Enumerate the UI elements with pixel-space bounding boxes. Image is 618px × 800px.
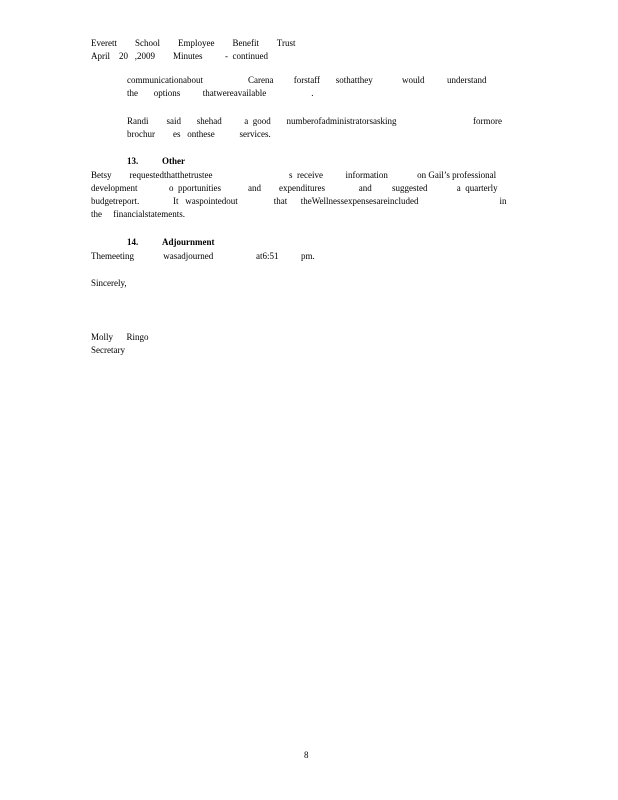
header-title: Everett School Employee Benefit Trust: [91, 38, 296, 48]
section13-number: 13.: [127, 156, 139, 166]
section14-number: 14.: [127, 237, 139, 247]
section13-line2: development o pportunities and expenditures and suggested a quarterly: [91, 183, 498, 193]
para2-line1: Randi said shehad a good numberofadministratorsasking formore: [127, 116, 502, 126]
para2-line2: brochur es onthese services.: [127, 129, 271, 139]
section13-heading: Other: [162, 156, 185, 166]
section13-line1: Betsy requestedthatthetrustee s receive information on Gail’s professional: [91, 170, 497, 180]
page-number: 8: [304, 750, 309, 760]
signer-title: Secretary: [91, 345, 125, 355]
section14-heading: Adjournment: [162, 237, 215, 247]
section13-line3: budgetreport. It waspointedout that theWellnessexpensesareincluded in: [91, 196, 507, 206]
para1-line1: communicationabout Carena forstaff sothatthey would understand: [127, 75, 487, 85]
para1-line2: the options thatwereavailable .: [127, 88, 314, 98]
signer-name: Molly Ringo: [91, 332, 149, 342]
section13-line4: the financialstatements.: [91, 209, 185, 219]
section14-line1: Themeeting wasadjourned at6:51 pm.: [91, 251, 315, 261]
salutation: Sincerely,: [91, 278, 127, 288]
header-subtitle: April 20 ,2009 Minutes - continued: [91, 51, 268, 61]
